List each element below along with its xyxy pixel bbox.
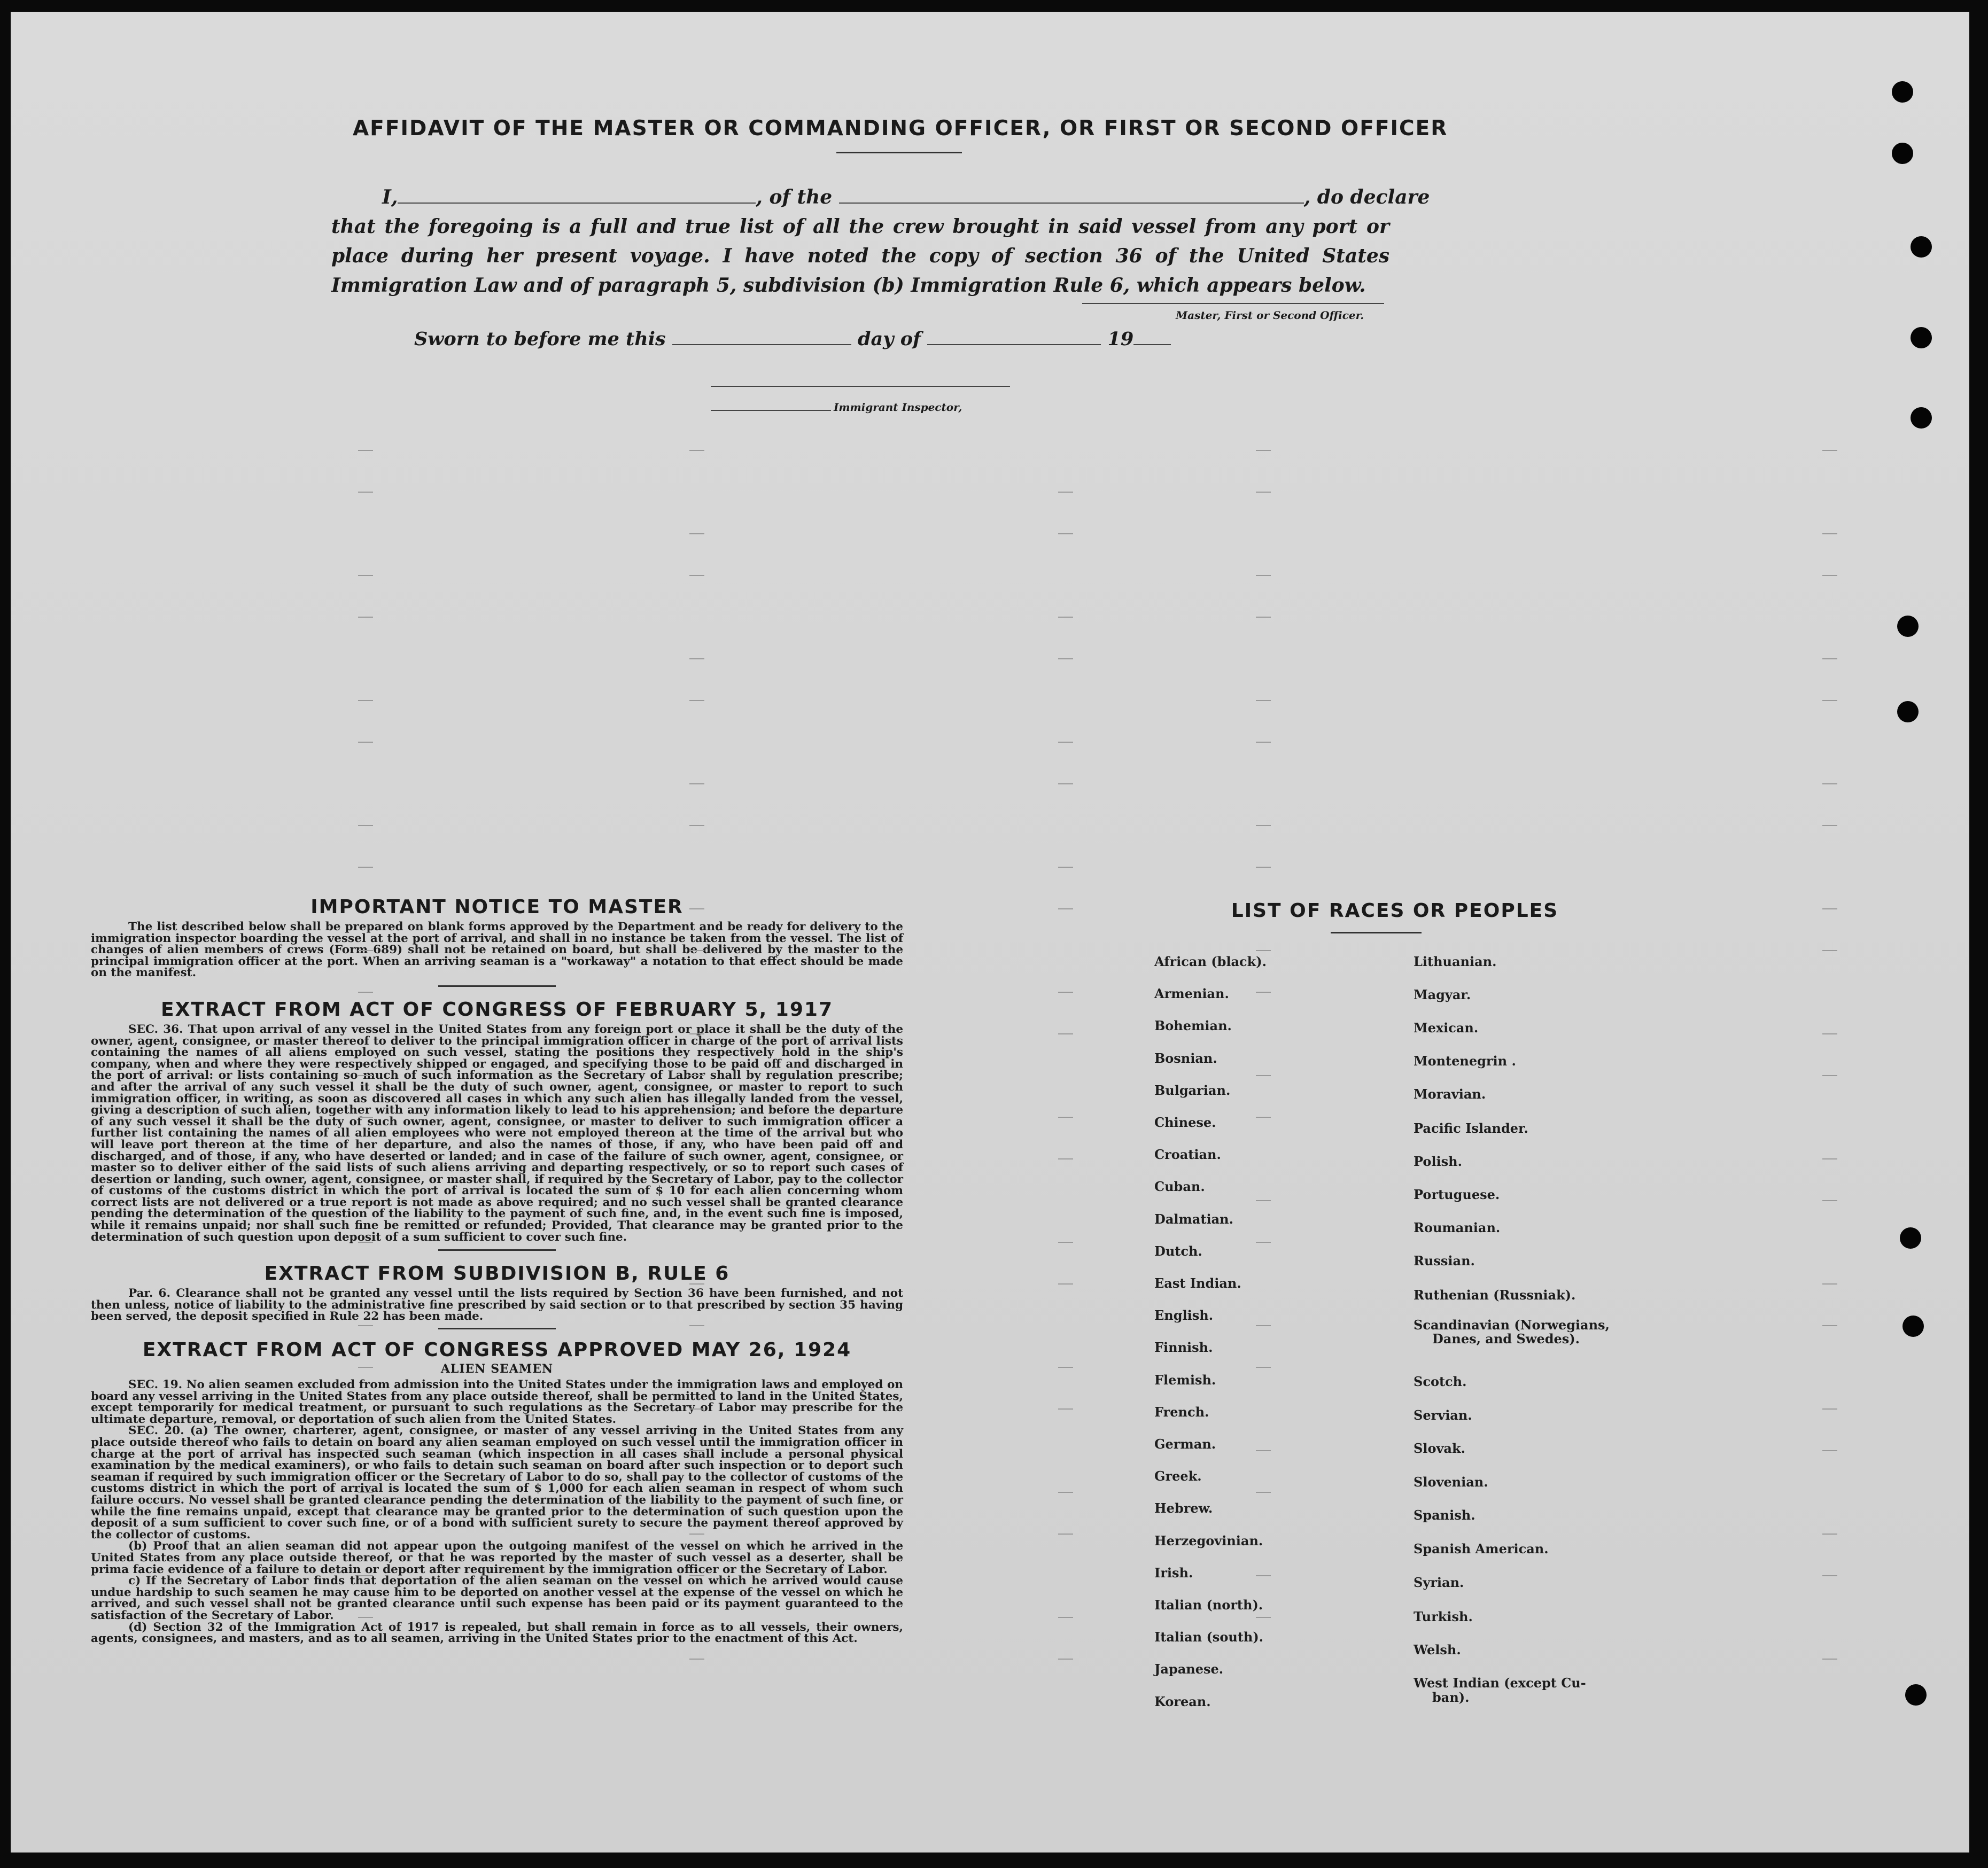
bleed-through-dash (1822, 1158, 1837, 1159)
notice-title: IMPORTANT NOTICE TO MASTER (310, 896, 684, 918)
binder-hole (1911, 327, 1932, 348)
sworn-month-line[interactable] (927, 328, 1101, 345)
race-item: Dalmatian. (1154, 1211, 1233, 1227)
bleed-through-dash (689, 825, 704, 826)
race-item: Dutch. (1154, 1243, 1202, 1259)
bleed-through-dash (1256, 1575, 1271, 1576)
bleed-through-dash (1058, 992, 1073, 993)
bleed-through-dash (1058, 1617, 1073, 1618)
bleed-through-dash (1822, 1450, 1837, 1451)
bleed-through-dash (1822, 1075, 1837, 1076)
bleed-through-dash (1058, 1242, 1073, 1243)
extract-1917-title: EXTRACT FROM ACT OF CONGRESS OF FEBRUARY 5, 1917 (160, 998, 834, 1021)
affidavit-body (331, 183, 1430, 300)
race-item: Croatian. (1154, 1147, 1221, 1163)
bleed-through-dash (358, 575, 373, 576)
bleed-through-dash (689, 950, 704, 951)
bleed-through-dash (1256, 1617, 1271, 1618)
bleed-through-dash (358, 1242, 373, 1243)
day-of-label: day of (858, 328, 921, 350)
race-item: Montenegrin . (1414, 1053, 1516, 1069)
extract-1917-separator (438, 1249, 556, 1251)
bleed-through-dash (358, 700, 373, 701)
race-item: French. (1154, 1404, 1209, 1420)
race-item: Spanish. (1414, 1507, 1476, 1523)
inspector-signature-line-upper[interactable] (711, 386, 1010, 387)
binder-hole (1892, 81, 1913, 103)
race-item: African (black). (1154, 954, 1267, 969)
bleed-through-dash (358, 492, 373, 493)
bleed-through-dash (358, 1325, 373, 1326)
extract-1924-sec20a: SEC. 20. (a) The owner, charterer, agent, consignee, or master of any vessel arriving in the United States from any place outside thereof who fails to detain on board any alien seaman employed on such vessel until the immigration officer in charge at the port of arrival has inspected such seaman (which inspection in all cases shall include a personal physical examination by the medical examiners), or who fails to detain such seaman on board after such inspection or to deport such seaman if required by such immigration officer or the Secretary of Labor to do so, shall pay to the collector of customs of the customs district in which the port of arrival is located the sum of $ 1,000 for each alien seaman in respect of whom such failure occurs. No vessel shall be granted clearance pending the determination of the liability to the payment of such fine, or while the fine remains unpaid, except that clearance may be granted prior to the determination of such question upon the deposit of a sum sufficient to cover such fine, or of a bond with sufficient surety to secure the payment thereof approved by the collector of customs. (91, 1424, 903, 1542)
race-item: Armenian. (1154, 986, 1229, 1002)
bleed-through-dash (1058, 783, 1073, 784)
bleed-through-dash (1822, 658, 1837, 659)
race-item: Scotch. (1414, 1374, 1467, 1389)
affidavit-title-rule (836, 152, 962, 153)
race-item: Russian. (1414, 1253, 1475, 1268)
bleed-through-dash (1058, 1367, 1073, 1368)
bleed-through-dash (689, 783, 704, 784)
race-item: English. (1154, 1307, 1214, 1324)
bleed-through-dash (358, 950, 373, 951)
bleed-through-dash (1822, 1659, 1837, 1660)
declarant-name-line[interactable] (398, 186, 756, 204)
bleed-through-dash (1822, 450, 1837, 451)
bleed-through-dash (1058, 1117, 1073, 1118)
signature-line[interactable] (1082, 303, 1384, 304)
bleed-through-dash (358, 1200, 373, 1201)
bleed-through-dash (1822, 700, 1837, 701)
declare-text: , do declare (1303, 186, 1430, 208)
race-item: Korean. (1154, 1693, 1211, 1709)
bleed-through-dash (1058, 492, 1073, 493)
bleed-through-dash (689, 1033, 704, 1034)
race-item: Mexican. (1414, 1020, 1479, 1036)
signature-label: Master, First or Second Officer. (1176, 309, 1364, 322)
bleed-through-dash (1256, 1450, 1271, 1451)
bleed-through-dash (1058, 908, 1073, 909)
bleed-through-dash (1822, 1325, 1837, 1326)
bleed-through-dash (358, 867, 373, 868)
bleed-through-dash (689, 908, 704, 909)
bleed-through-dash (1822, 1534, 1837, 1535)
bleed-through-dash (1822, 1033, 1837, 1034)
bleed-through-dash (1822, 950, 1837, 951)
bleed-through-dash (358, 1075, 373, 1076)
bleed-through-dash (689, 1075, 704, 1076)
bleed-through-dash (358, 1367, 373, 1368)
race-item: Welsh. (1414, 1642, 1461, 1657)
races-title-rule (1331, 932, 1422, 933)
inspector-signature-line[interactable] (711, 410, 831, 411)
bleed-through-dash (1058, 1408, 1073, 1410)
vessel-name-line[interactable] (839, 186, 1304, 204)
vessel-prefix: , of the (756, 186, 833, 208)
race-item: Magyar. (1414, 987, 1471, 1002)
race-item: Syrian. (1414, 1575, 1464, 1590)
extract-1924-sec20d: (d) Section 32 of the Immigration Act of 1917 is repealed, but shall remain in force as to all vessels, their owners, agents, consignees, and masters, and as to all seamen, arriving in the United States prior to the enactment of this Act. (91, 1620, 903, 1646)
race-item: Ruthenian (Russniak). (1414, 1287, 1576, 1303)
bleed-through-dash (358, 450, 373, 451)
bleed-through-dash (1256, 1075, 1271, 1076)
race-item: German. (1154, 1436, 1216, 1452)
race-item: Polish. (1414, 1154, 1462, 1169)
bleed-through-dash (689, 1158, 704, 1159)
extract-rule6-separator (438, 1328, 556, 1329)
race-item: Japanese. (1154, 1661, 1224, 1677)
extract-1924-sec19: SEC. 19. No alien seamen excluded from admission into the United States under the immigration laws and employed on board any vessel arriving in the United States from any place outside thereof, shall be permitted to land in the United States, except temporarily for medical treatment, or pursuant to such regulations as the Secretary of Labor may prescribe for the ultimate departure, removal, or deportation of such alien from the United States. (91, 1378, 903, 1426)
bleed-through-dash (358, 1492, 373, 1493)
extract-1924-sec20b: (b) Proof that an alien seaman did not appear upon the outgoing manifest of the vessel on which he arrived in the United States from any place outside thereof, or that he was reported by the master of such vessel as a deserter, shall be prima facie evidence of a failure to detain or deport after requirement by the immigration officer or the Secretary of Labor. (91, 1539, 903, 1576)
declarant-prefix: I, (382, 186, 398, 208)
race-item: Finnish. (1154, 1340, 1213, 1356)
bleed-through-dash (358, 992, 373, 993)
binder-hole (1900, 1227, 1921, 1249)
inspector-label: Immigrant Inspector, (834, 401, 962, 414)
race-item: Bosnian. (1154, 1050, 1217, 1066)
bleed-through-dash (689, 1575, 704, 1576)
race-item: Scandinavian (Norwegians, (1414, 1317, 1610, 1333)
binder-hole (1911, 407, 1932, 429)
race-item: Slovak. (1414, 1441, 1465, 1456)
bleed-through-dash (1256, 450, 1271, 451)
notice-text: The list described below shall be prepared on blank forms approved by the Department and be ready for delivery to the immigration inspector boarding the vessel at the port of arrival, and shall in no instance be taken from the vessel. The list of changes of alien members of crews (Form 689) shall not be retained on board, but shall be delivered by the master to the principal immigration officer at the port. When an arriving seaman is a "workaway" a notation to that effect should be made on the manifest. (91, 920, 903, 980)
bleed-through-dash (1822, 908, 1837, 909)
bleed-through-dash (1822, 1408, 1837, 1410)
bleed-through-dash (1256, 1242, 1271, 1243)
bleed-through-dash (358, 1450, 373, 1451)
bleed-through-dash (689, 1325, 704, 1326)
binder-hole (1897, 616, 1919, 637)
sworn-day-line[interactable] (672, 328, 851, 345)
sworn-row (414, 328, 1171, 350)
bleed-through-dash (1256, 1325, 1271, 1326)
race-item: Moravian. (1414, 1086, 1486, 1102)
extract-rule6-title: EXTRACT FROM SUBDIVISION B, RULE 6 (264, 1263, 730, 1285)
bleed-through-dash (1256, 867, 1271, 868)
binder-hole (1911, 236, 1932, 258)
bleed-through-dash (1822, 1283, 1837, 1285)
race-item: Herzegovinian. (1154, 1532, 1263, 1548)
binder-hole (1905, 1684, 1927, 1706)
bleed-through-dash (1058, 742, 1073, 743)
bleed-through-dash (1256, 825, 1271, 826)
extract-1917-text: SEC. 36. That upon arrival of any vessel in the United States from any foreign port or place it shall be the duty of the owner, agent, consignee, or master thereof to deliver to the principal immigration officer in charge of the port of arrival lists containing the names of all aliens employed on such vessel, stating the positions they respectively hold in the ship's company, when and where they were respectively shipped or engaged, and specifying those to be paid off and discharged in the port of arrival: or lists containing so much of such information as the Secretary of Labor shall by regulation prescribe; and after the arrival of any such vessel it shall be the duty of such owner, agent, consignee, or master to report to such immigration officer, in writing, as soon as discovered all cases in which any such alien has illegally landed from the vessel, giving a description of such alien, together with any information likely to lead to his apprehension; and before the departure of any such vessel it shall be the duty of such owner, agent, consignee, or master to deliver to such immigration officer a further list containing the names of all alien employees who were not employed thereon at the time of the arrival but who will leave port thereon at the time of her departure, and also the names of those, if any, who have been paid off and discharged, and of those, if any, who have deserted or landed; and in case of the failure of such owner, agent, consignee, or master so to deliver either of the said lists of such aliens arriving and departing respectively, or so to report such cases of desertion or landing, such owner, agent, consignee, or master shall, if required by the Secretary of Labor, pay to the collector of customs of the customs district in which the port of arrival is located the sum of $ 10 for each alien concerning whom correct lists are not delivered or a true report is not made as above required; and no such vessel shall be granted clearance pending the determination of the question of the liability to the payment of such fine, and, in the event such fine is imposed, while it remains unpaid; nor shall such fine be remitted or refunded; Provided, That clearance may be granted prior to the determination of such question upon deposit of a sum sufficient to cover such fine. (91, 1022, 903, 1244)
bleed-through-dash (358, 825, 373, 826)
bleed-through-dash (1058, 658, 1073, 659)
bleed-through-dash (1256, 1200, 1271, 1201)
bleed-through-dash (1058, 533, 1073, 534)
race-item: Turkish. (1414, 1609, 1473, 1624)
race-item: East Indian. (1154, 1275, 1241, 1291)
race-item: Cuban. (1154, 1179, 1205, 1195)
binder-hole (1902, 1316, 1924, 1337)
bleed-through-dash (689, 658, 704, 659)
bleed-through-dash (1256, 617, 1271, 618)
bleed-through-dash (358, 1117, 373, 1118)
bleed-through-dash (1822, 1200, 1837, 1201)
bleed-through-dash (1058, 1033, 1073, 1034)
bleed-through-dash (1058, 1492, 1073, 1493)
binder-hole (1897, 701, 1919, 722)
bleed-through-dash (1822, 825, 1837, 826)
bleed-through-dash (358, 1617, 373, 1618)
bleed-through-dash (1256, 1117, 1271, 1118)
race-item: Slovenian. (1414, 1474, 1488, 1490)
bleed-through-dash (689, 1283, 704, 1285)
race-item: Portuguese. (1414, 1187, 1500, 1202)
race-item: Hebrew. (1154, 1500, 1213, 1516)
bleed-through-dash (1822, 1575, 1837, 1576)
race-item: Greek. (1154, 1468, 1202, 1484)
race-item: Spanish American. (1414, 1541, 1549, 1556)
bleed-through-dash (1822, 533, 1837, 534)
bleed-through-dash (1256, 1367, 1271, 1368)
affidavit-title: AFFIDAVIT OF THE MASTER OR COMMANDING OFFICER, OR FIRST OR SECOND OFFICER (353, 116, 1448, 141)
bleed-through-dash (1058, 1534, 1073, 1535)
notice-column (91, 896, 903, 1645)
bleed-through-dash (689, 1450, 704, 1451)
bleed-through-dash (1058, 867, 1073, 868)
bleed-through-dash (358, 742, 373, 743)
race-item: Italian (north). (1154, 1597, 1263, 1613)
bleed-through-dash (1058, 1283, 1073, 1285)
race-item: Irish. (1154, 1565, 1193, 1581)
extract-1924-title: EXTRACT FROM ACT OF CONGRESS APPROVED MAY 26, 1924 (142, 1339, 852, 1361)
race-item: Lithuanian. (1414, 954, 1497, 969)
sworn-year-line[interactable] (1133, 328, 1171, 345)
bleed-through-dash (358, 617, 373, 618)
bleed-through-dash (689, 533, 704, 534)
extract-rule6-text: Par. 6. Clearance shall not be granted any vessel until the lists required by Section 36 have been furnished, and not then unless, notice of liability to the administrative fine prescribed by said section or to that prescribed by section 35 having been served, the deposit specified in Rule 22 has been made. (91, 1287, 903, 1324)
bleed-through-dash (1822, 575, 1837, 576)
year-prefix: 19 (1107, 328, 1134, 350)
bleed-through-dash (1256, 992, 1271, 993)
bleed-through-dash (1058, 1158, 1073, 1159)
bleed-through-dash (1256, 1492, 1271, 1493)
extract-1924-sec20c: c) If the Secretary of Labor finds that deportation of the alien seaman on the vessel on which he arrived would cause undue hardship to such seamen he may cause him to be deported on another vessel at the expense of the vessel on which he arrived, and such vessel shall not be granted clearance until such expense has been paid or its payment guaranteed to the satisfaction of the Secretary of Labor. (91, 1574, 903, 1622)
bleed-through-dash (689, 1659, 704, 1660)
bleed-through-dash (689, 1408, 704, 1410)
sworn-label: Sworn to before me this (414, 328, 666, 350)
race-item: Bohemian. (1154, 1018, 1232, 1034)
bleed-through-dash (1256, 575, 1271, 576)
race-item: West Indian (except Cu- (1414, 1675, 1586, 1691)
race-item: Bulgarian. (1154, 1082, 1231, 1098)
race-item: Roumanian. (1414, 1220, 1501, 1235)
bleed-through-dash (689, 1200, 704, 1201)
declaration-text: that the foregoing is a full and true list of all the crew brought in said vessel from any port or place during her present voyage. I have noted the copy of section 36 of the United States Immigration Law and of paragraph 5, subdivision (b) Immigration Rule 6, which appears below. (331, 215, 1389, 297)
race-item: Pacific Islander. (1414, 1120, 1528, 1136)
bleed-through-dash (689, 575, 704, 576)
form-page (11, 12, 1969, 1853)
race-item: ban). (1432, 1690, 1470, 1705)
bleed-through-dash (1256, 700, 1271, 701)
bleed-through-dash (1058, 1659, 1073, 1660)
bleed-through-dash (1256, 950, 1271, 951)
extract-1924-subtitle: ALIEN SEAMEN (440, 1362, 554, 1376)
race-item: Chinese. (1154, 1115, 1216, 1130)
bleed-through-dash (1058, 617, 1073, 618)
notice-separator (438, 985, 556, 987)
bleed-through-dash (689, 700, 704, 701)
race-item: Italian (south). (1154, 1629, 1264, 1645)
bleed-through-dash (1256, 742, 1271, 743)
races-title: LIST OF RACES OR PEOPLES (1231, 900, 1559, 922)
binder-hole (1892, 143, 1913, 164)
bleed-through-dash (1256, 492, 1271, 493)
bleed-through-dash (1822, 783, 1837, 784)
bleed-through-dash (358, 1575, 373, 1576)
race-item: Flemish. (1154, 1372, 1216, 1388)
race-item: Servian. (1414, 1407, 1472, 1423)
bleed-through-dash (689, 450, 704, 451)
bleed-through-dash (689, 1534, 704, 1535)
race-item: Danes, and Swedes). (1432, 1331, 1580, 1346)
